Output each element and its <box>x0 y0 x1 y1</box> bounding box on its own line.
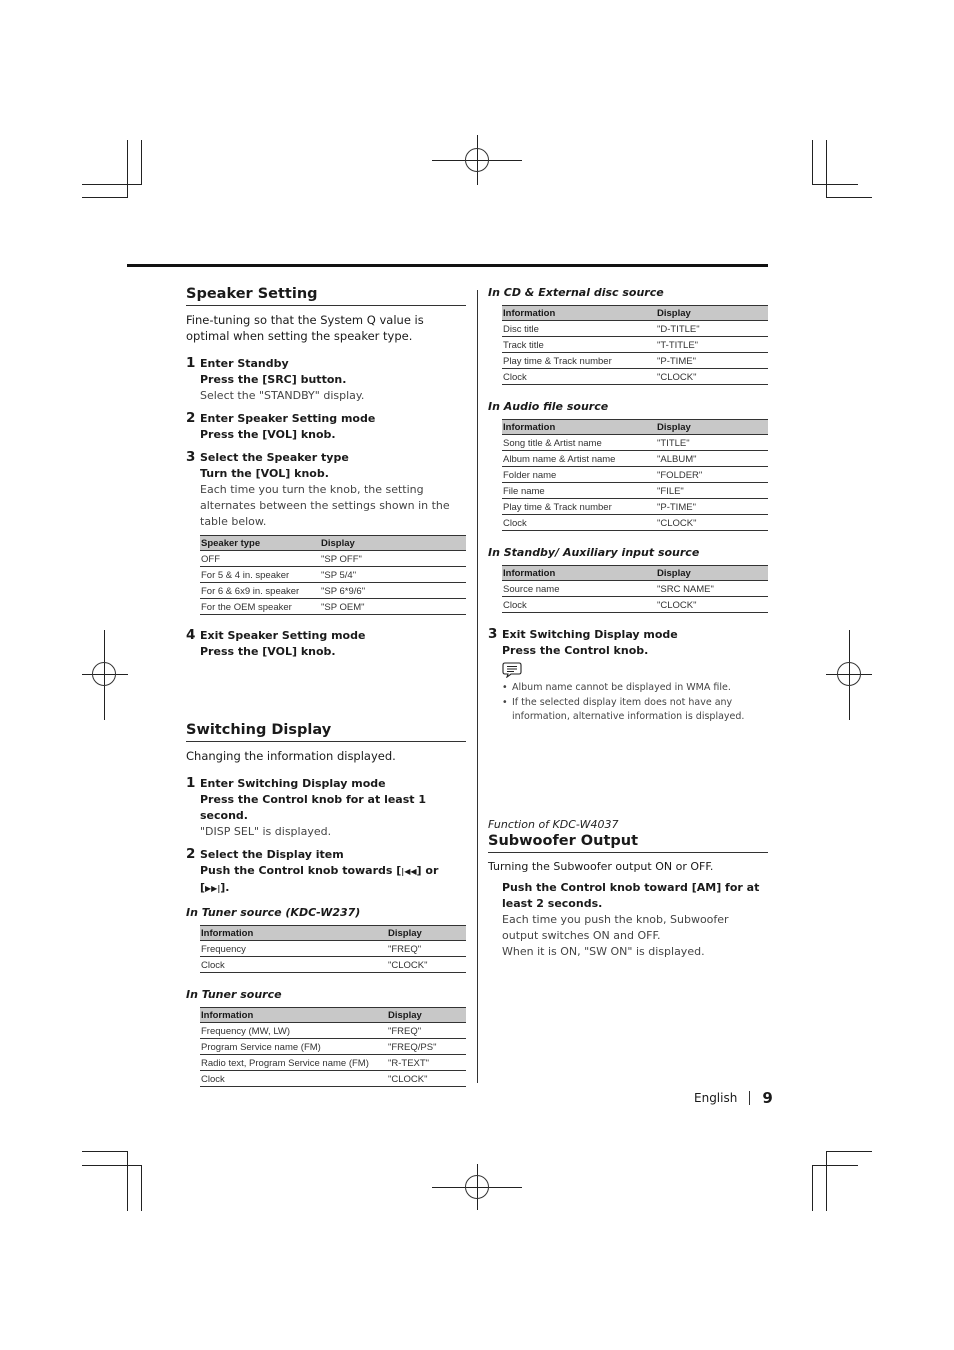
left-column <box>186 286 466 1085</box>
step <box>186 356 466 404</box>
column-header: Display <box>387 926 466 941</box>
table-cell: Clock <box>502 369 656 385</box>
step <box>186 450 466 530</box>
table-cell: "P-TIME" <box>656 499 768 515</box>
table-cell: "P-TIME" <box>656 353 768 369</box>
crop-mark <box>812 1165 858 1166</box>
note-icon-wrap <box>502 661 768 681</box>
crop-mark <box>141 1165 142 1211</box>
table-cell: "SP 6*9/6" <box>320 583 466 599</box>
step <box>186 776 466 840</box>
table-row <box>502 451 768 467</box>
step <box>186 628 466 660</box>
column-header: Display <box>656 306 768 321</box>
function-of-label: Function of KDC-W4037 <box>488 818 619 831</box>
step-note: When it is ON, "SW ON" is displayed. <box>502 945 705 958</box>
subwoofer-step <box>488 880 768 960</box>
switching-display-section <box>186 722 466 1087</box>
step-heading: Exit Speaker Setting mode <box>200 629 366 642</box>
table-cell: OFF <box>200 551 320 567</box>
note-item: • Album name cannot be displayed in WMA file. <box>502 681 768 696</box>
table-cell: Folder name <box>502 467 656 483</box>
audio-file-table <box>502 419 768 531</box>
table-cell: For 6 & 6x9 in. speaker <box>200 583 320 599</box>
page-number: 9 <box>762 1089 773 1107</box>
table-cell: "D-TITLE" <box>656 321 768 337</box>
table-cell: Track title <box>502 337 656 353</box>
table-cell: "CLOCK" <box>387 1071 466 1087</box>
step-heading: Select the Speaker type <box>200 451 349 464</box>
table-row <box>200 567 466 583</box>
table-row <box>200 583 466 599</box>
header-rule <box>127 264 768 267</box>
right-column <box>488 286 768 958</box>
table-cell: "CLOCK" <box>656 597 768 613</box>
crop-mark <box>812 140 813 185</box>
step <box>186 847 466 897</box>
step <box>186 411 466 443</box>
table-cell: Play time & Track number <box>502 353 656 369</box>
table-row <box>200 1071 466 1087</box>
table-cell: Clock <box>200 1071 387 1087</box>
table-cell: "TITLE" <box>656 435 768 451</box>
table-cell: File name <box>502 483 656 499</box>
standby-table <box>502 565 768 613</box>
table-cell: "SP OEM" <box>320 599 466 615</box>
step-number: 2 <box>186 846 196 862</box>
table-cell: Program Service name (FM) <box>200 1039 387 1055</box>
step-action: Push the Control knob toward [AM] for at least 2 seconds. <box>502 881 760 910</box>
table-row <box>502 369 768 385</box>
column-header: Information <box>502 566 656 581</box>
table-cell: "FREQ" <box>387 1023 466 1039</box>
column-header: Display <box>320 536 466 551</box>
step-note: Each time you push the knob, Subwoofer output switches ON and OFF. <box>502 913 729 942</box>
tuner-w237-table <box>200 925 466 973</box>
table-cell: "FOLDER" <box>656 467 768 483</box>
note-item: • If the selected display item does not have any information, alternative information is displayed. <box>502 696 768 725</box>
table-row <box>502 353 768 369</box>
table-title: In Tuner source (KDC-W237) <box>186 906 361 919</box>
table-row <box>200 957 466 973</box>
table-cell: "ALBUM" <box>656 451 768 467</box>
column-header: Information <box>502 306 656 321</box>
table-cell: Source name <box>502 581 656 597</box>
table-row <box>502 515 768 531</box>
table-row <box>502 435 768 451</box>
step-note: "DISP SEL" is displayed. <box>200 825 332 838</box>
table-cell: Disc title <box>502 321 656 337</box>
crop-mark <box>127 1151 128 1211</box>
crop-mark <box>82 1151 128 1152</box>
next-track-icon: ▶▶| <box>205 884 221 893</box>
table-row <box>502 321 768 337</box>
table-cell: Song title & Artist name <box>502 435 656 451</box>
step-heading: Enter Standby <box>200 357 289 370</box>
table-row <box>502 581 768 597</box>
table-cell: Play time & Track number <box>502 499 656 515</box>
table-row <box>502 499 768 515</box>
crop-mark <box>826 140 827 198</box>
table-cell: "CLOCK" <box>656 369 768 385</box>
column-header: Display <box>387 1008 466 1023</box>
table-cell: Clock <box>502 597 656 613</box>
column-header: Display <box>656 566 768 581</box>
column-header: Information <box>200 1008 387 1023</box>
column-divider <box>477 290 478 1083</box>
crop-mark <box>826 1151 872 1152</box>
speaker-type-table <box>200 535 466 615</box>
cd-source-table <box>502 305 768 385</box>
step-action: Press the Control knob. <box>502 644 649 657</box>
table-cell: "T-TITLE" <box>656 337 768 353</box>
step-heading: Enter Speaker Setting mode <box>200 412 376 425</box>
table-cell: For the OEM speaker <box>200 599 320 615</box>
table-row <box>200 551 466 567</box>
table-cell: Clock <box>502 515 656 531</box>
note-icon <box>502 661 522 678</box>
crop-mark <box>141 140 142 185</box>
table-cell: "CLOCK" <box>656 515 768 531</box>
crop-mark <box>812 1165 813 1211</box>
step-heading: Enter Switching Display mode <box>200 777 386 790</box>
crop-mark <box>82 184 141 185</box>
table-cell: "FREQ/PS" <box>387 1039 466 1055</box>
step-number: 1 <box>186 355 196 371</box>
subwoofer-title: Subwoofer Output <box>488 833 768 853</box>
crop-mark <box>127 140 128 198</box>
crop-mark <box>82 197 128 198</box>
step-action: Press the [VOL] knob. <box>200 645 336 658</box>
step-note: Select the "STANDBY" display. <box>200 389 365 402</box>
table-title: In Tuner source <box>186 988 282 1001</box>
table-title: In CD & External disc source <box>488 286 664 299</box>
step-number: 3 <box>488 626 498 642</box>
table-row <box>502 483 768 499</box>
table-cell: "R-TEXT" <box>387 1055 466 1071</box>
notes-list <box>502 681 768 725</box>
step-action: Press the Control knob for at least 1 second. <box>200 793 427 822</box>
table-row <box>200 1055 466 1071</box>
table-cell: Frequency <box>200 941 387 957</box>
table-row <box>200 941 466 957</box>
switching-display-title: Switching Display <box>186 722 466 742</box>
step-action: Press the [VOL] knob. <box>200 428 336 441</box>
crop-mark <box>812 184 858 185</box>
crop-mark <box>82 1165 141 1166</box>
table-cell: "FREQ" <box>387 941 466 957</box>
footer-divider <box>749 1091 750 1105</box>
speaker-setting-section <box>186 286 466 660</box>
step-number: 2 <box>186 410 196 426</box>
step-heading: Select the Display item <box>200 848 344 861</box>
step-number: 1 <box>186 775 196 791</box>
table-cell: "CLOCK" <box>387 957 466 973</box>
table-cell: Frequency (MW, LW) <box>200 1023 387 1039</box>
subwoofer-section <box>488 818 768 960</box>
step-note: Each time you turn the knob, the setting alternates between the settings shown in the table below. <box>200 483 450 528</box>
table-row <box>502 467 768 483</box>
table-cell: Radio text, Program Service name (FM) <box>200 1055 387 1071</box>
table-cell: "FILE" <box>656 483 768 499</box>
table-row <box>200 599 466 615</box>
table-title: In Standby/ Auxiliary input source <box>488 546 700 559</box>
column-header: Information <box>502 420 656 435</box>
crop-mark <box>826 1151 827 1211</box>
speaker-setting-title: Speaker Setting <box>186 286 466 306</box>
switching-display-intro: Changing the information displayed. <box>186 749 396 763</box>
table-cell: "SP OFF" <box>320 551 466 567</box>
subwoofer-intro: Turning the Subwoofer output ON or OFF. <box>488 860 714 873</box>
table-title: In Audio file source <box>488 400 609 413</box>
table-row <box>502 337 768 353</box>
step-action: Press the [SRC] button. <box>200 373 347 386</box>
step-heading: Exit Switching Display mode <box>502 628 678 641</box>
table-row <box>200 1023 466 1039</box>
column-header: Information <box>200 926 387 941</box>
crop-mark <box>826 197 872 198</box>
table-cell: For 5 & 4 in. speaker <box>200 567 320 583</box>
tuner-table <box>200 1007 466 1087</box>
speaker-setting-intro: Fine-tuning so that the System Q value is optimal when setting the speaker type. <box>186 313 424 343</box>
table-cell: "SRC NAME" <box>656 581 768 597</box>
page-footer <box>694 1089 773 1107</box>
language-label: English <box>694 1091 738 1105</box>
table-cell: "SP 5/4" <box>320 567 466 583</box>
step-number: 4 <box>186 627 196 643</box>
column-header: Display <box>656 420 768 435</box>
step-number: 3 <box>186 449 196 465</box>
prev-track-icon: |◀◀ <box>401 867 417 876</box>
table-cell: Clock <box>200 957 387 973</box>
table-cell: Album name & Artist name <box>502 451 656 467</box>
column-header: Speaker type <box>200 536 320 551</box>
table-row <box>502 597 768 613</box>
step <box>488 627 768 659</box>
table-row <box>200 1039 466 1055</box>
step-action: Turn the [VOL] knob. <box>200 467 329 480</box>
step-action: Push the Control knob towards [|◀◀] or [▶▶|]. <box>200 864 439 894</box>
